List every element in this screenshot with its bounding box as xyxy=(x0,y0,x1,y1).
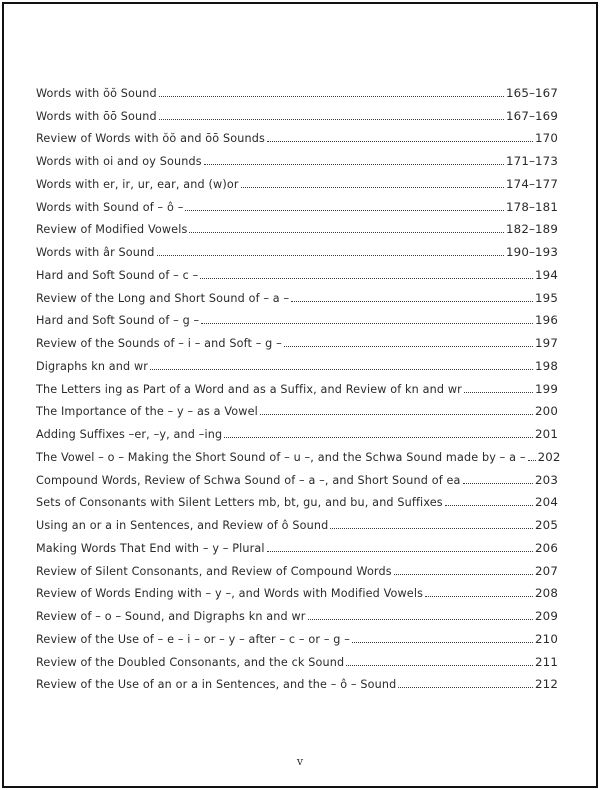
toc-entry-pages: 165–167 xyxy=(506,85,558,100)
dot-leader xyxy=(159,119,504,120)
toc-entry xyxy=(36,236,558,259)
toc-entry xyxy=(36,77,558,100)
dot-leader xyxy=(346,665,533,666)
toc-entry-pages: 200 xyxy=(535,404,558,419)
dot-leader xyxy=(224,437,533,438)
toc-entry-pages: 208 xyxy=(535,586,558,601)
toc-entry xyxy=(36,191,558,214)
toc-entry-title: Words with ōō Sound xyxy=(36,109,157,123)
toc-entry xyxy=(36,600,558,623)
toc-entry xyxy=(36,373,558,396)
toc-entry-pages: 207 xyxy=(535,563,558,578)
table-of-contents xyxy=(36,77,561,692)
toc-entry-title: Sets of Consonants with Silent Letters mb, bt, gu, and bu, and Suffixes xyxy=(36,496,443,510)
dot-leader xyxy=(267,551,533,552)
toc-entry-title: Hard and Soft Sound of – g – xyxy=(36,314,200,328)
toc-entry-title: Hard and Soft Sound of – c – xyxy=(36,268,199,282)
toc-entry-title: Using an or a in Sentences, and Review of ô Sound xyxy=(36,519,329,532)
toc-entry xyxy=(36,305,558,328)
toc-entry-title: Review of the Long and Short Sound of – a – xyxy=(36,291,290,305)
toc-entry xyxy=(36,532,558,555)
toc-entry-pages: 170 xyxy=(535,131,558,146)
toc-entry xyxy=(36,350,558,373)
toc-entry-pages: 167–169 xyxy=(506,108,558,123)
toc-entry xyxy=(36,100,558,123)
toc-entry xyxy=(36,578,558,601)
toc-entry-title: Digraphs kn and wr xyxy=(36,359,149,373)
toc-entry xyxy=(36,487,558,510)
dot-leader xyxy=(464,392,533,393)
toc-entry xyxy=(36,646,558,669)
toc-entry-title: Review of Words Ending with – y –, and Words with Modified Vowels xyxy=(36,587,424,601)
toc-entry xyxy=(36,145,558,168)
toc-entry-pages: 199 xyxy=(535,381,558,396)
toc-entry-pages: 198 xyxy=(535,358,558,373)
dot-leader xyxy=(284,346,533,347)
toc-entry-pages: 174–177 xyxy=(506,176,558,191)
toc-entry-title: Review of the Use of – e – i – or – y – after – c – or – g – xyxy=(36,632,350,646)
toc-entry-pages: 190–193 xyxy=(506,245,558,259)
toc-entry-title: Making Words That End with – y – Plural xyxy=(36,541,265,555)
toc-entry xyxy=(36,214,558,237)
toc-entry-title: Words with ŏŏ Sound xyxy=(36,86,157,100)
toc-entry-title: Review of the Sounds of – i – and Soft – g – xyxy=(36,337,282,350)
toc-entry xyxy=(36,669,558,692)
dot-leader xyxy=(330,528,533,529)
dot-leader xyxy=(201,323,533,324)
dot-leader xyxy=(291,301,533,302)
toc-entry-pages: 206 xyxy=(535,540,558,555)
dot-leader xyxy=(463,483,533,484)
toc-entry-title: Words with Sound of – ô – xyxy=(36,200,184,214)
toc-entry xyxy=(36,555,558,578)
toc-entry-title: Review of Modified Vowels xyxy=(36,223,188,237)
toc-entry xyxy=(36,327,558,350)
toc-entry xyxy=(36,509,558,532)
toc-entry-pages: 210 xyxy=(535,631,558,646)
dot-leader xyxy=(445,505,533,506)
dot-leader xyxy=(260,414,533,415)
dot-leader xyxy=(204,164,504,165)
toc-entry-title: Review of the Use of an or a in Sentences, and the – ô – Sound xyxy=(36,678,397,692)
toc-entry-pages: 196 xyxy=(535,313,558,328)
toc-entry-title: Compound Words, Review of Schwa Sound of – a –, and Short Sound of ea xyxy=(36,473,461,487)
dot-leader xyxy=(150,369,533,370)
toc-entry xyxy=(36,623,558,646)
toc-entry-pages: 171–173 xyxy=(506,154,558,168)
toc-entry-pages: 178–181 xyxy=(506,199,558,214)
dot-leader xyxy=(394,574,533,575)
toc-entry-pages: 203 xyxy=(535,472,558,487)
toc-entry-pages: 212 xyxy=(535,677,558,692)
dot-leader xyxy=(267,141,533,142)
toc-entry-title: Adding Suffixes –er, –y, and –ing xyxy=(36,428,223,441)
page-number: v xyxy=(296,755,304,768)
toc-entry-pages: 182–189 xyxy=(506,222,558,237)
toc-entry xyxy=(36,441,561,464)
toc-entry-title: Words with oi and oy Sounds xyxy=(36,155,202,168)
dot-leader xyxy=(159,96,504,97)
toc-entry-pages: 197 xyxy=(535,336,558,350)
toc-entry-title: Review of the Doubled Consonants, and the ck Sound xyxy=(36,655,345,669)
toc-entry-pages: 209 xyxy=(535,609,558,623)
dot-leader xyxy=(308,619,533,620)
toc-entry xyxy=(36,282,558,305)
dot-leader xyxy=(241,187,504,188)
dot-leader xyxy=(200,278,533,279)
dot-leader xyxy=(352,642,533,643)
toc-entry xyxy=(36,464,558,487)
toc-entry-pages: 195 xyxy=(535,290,558,305)
toc-entry xyxy=(36,418,558,441)
dot-leader xyxy=(189,232,504,233)
toc-entry-title: The Vowel – o – Making the Short Sound of – u –, and the Schwa Sound made by – a – xyxy=(36,450,526,464)
toc-entry-title: Words with er, ir, ur, ear, and (w)or xyxy=(36,177,239,191)
toc-entry xyxy=(36,396,558,419)
toc-entry-pages: 194 xyxy=(535,267,558,282)
toc-entry xyxy=(36,123,558,146)
dot-leader xyxy=(528,460,536,461)
toc-entry-pages: 211 xyxy=(535,654,558,669)
dot-leader xyxy=(185,210,504,211)
dot-leader xyxy=(398,687,533,688)
toc-entry xyxy=(36,168,558,191)
toc-entry-title: The Letters ing as Part of a Word and as a Suffix, and Review of kn and wr xyxy=(36,382,462,396)
toc-entry-title: Review of – o – Sound, and Digraphs kn and wr xyxy=(36,610,306,623)
toc-entry-pages: 204 xyxy=(535,495,558,510)
toc-entry-title: Words with âr Sound xyxy=(36,246,155,259)
toc-entry-pages: 205 xyxy=(535,518,558,532)
dot-leader xyxy=(157,255,504,256)
toc-entry xyxy=(36,259,558,282)
toc-entry-title: The Importance of the – y – as a Vowel xyxy=(36,405,258,419)
toc-entry-pages: 201 xyxy=(535,427,558,441)
toc-entry-title: Review of Silent Consonants, and Review of Compound Words xyxy=(36,564,392,578)
dot-leader xyxy=(425,596,533,597)
toc-entry-title: Review of Words with ŏŏ and ōō Sounds xyxy=(36,132,265,146)
toc-entry-pages: 202 xyxy=(537,449,561,464)
